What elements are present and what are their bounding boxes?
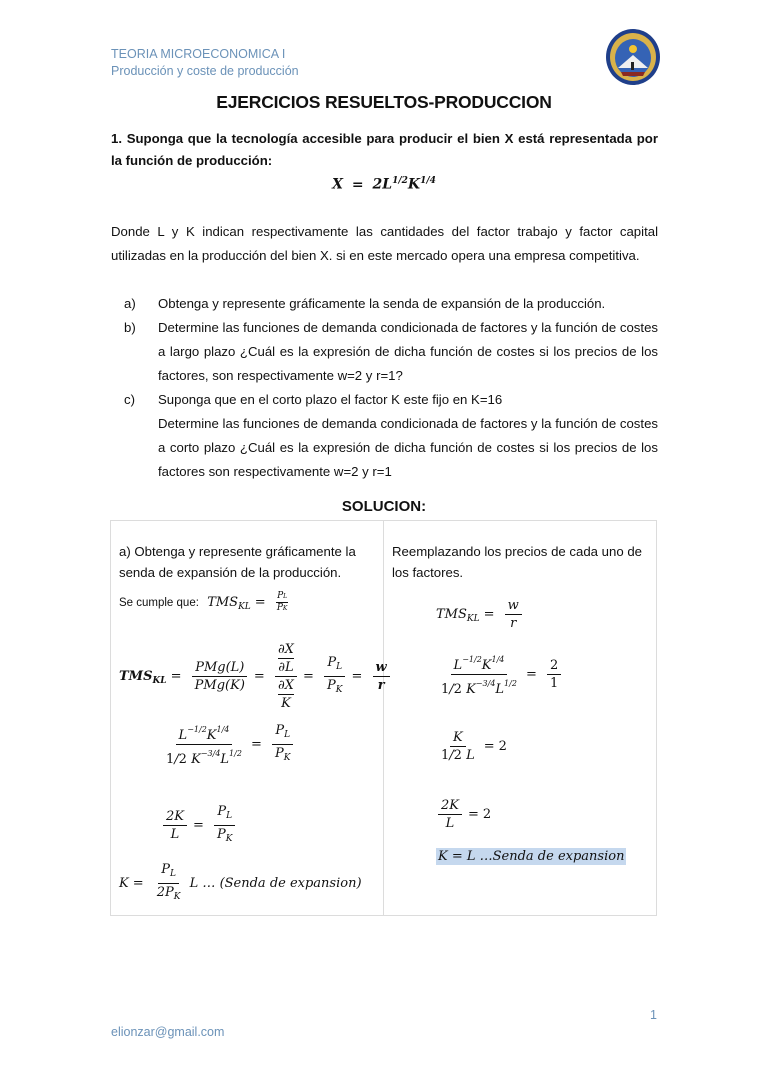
page-title: EJERCICIOS RESUELTOS-PRODUCCION	[216, 92, 552, 112]
list-item: b) Determine las funciones de demanda condicionada de factores y la función de costes a largo plazo ¿Cuál es la expresión de dicha función de costes si los precios de los factores, son respectivamente w=2 y r=1?	[124, 320, 658, 383]
tms-derivation: $TMS_{KL}$ = $\frac{\text{PMg(L)}}{\text{PMg(K)}}$ = ∂X ∂L ∂X K = $\frac{P_L}{P_K}$ = $\frac{w}{r}$	[119, 641, 392, 712]
question-statement: 1. Suponga que la tecnología accesible para producir el bien X está representada por la función de producción:	[111, 131, 658, 168]
production-function: $X = 2L^{1/2}K^{1/4}$	[332, 176, 436, 193]
right-intro: Reemplazando los precios de cada uno de los factores.	[392, 544, 642, 580]
document-header	[111, 46, 299, 80]
list-item: a) Obtenga y represente gráficamente la senda de expansión de la producción.	[124, 296, 606, 311]
solution-right-cell	[384, 521, 656, 915]
page-number: 1	[650, 1008, 657, 1022]
k-over-half-l: $\frac{K}{1/2 L}$ = 2	[441, 730, 507, 763]
question-items	[124, 292, 658, 484]
footer-email: elionzar@gmail.com	[111, 1025, 225, 1039]
course-title: TEORIA MICROECONOMICA I	[111, 47, 286, 61]
tms-prices: $TMS_{KL}$ = $\frac{w}{r}$	[436, 597, 524, 632]
expansion-path-result: K = L …Senda de expansion	[438, 849, 625, 864]
list-item: c) Suponga que en el corto plazo el factor K este fijo en K=16 Determine las funciones de demanda condicionada de factores y la función de costes a corto plazo ¿Cuál es la expresión de dicha función de costes si los precios de los factores son respectivamente w=2 y r=1	[124, 392, 658, 479]
left-intro: a) Obtenga y represente gráficamente la senda de expansión de la producción.	[119, 544, 356, 580]
course-subtitle: Producción y coste de producción	[111, 64, 299, 78]
solution-left-cell	[111, 521, 387, 915]
two-k-over-l: $\frac{2K}{L}$ = 2	[436, 797, 491, 832]
ratio-equals-two: $\frac{L^{-1/2}K^{1/4}}{1/2 K^{-3/4}L^{1/2}}$ = $\frac{2}{1}$	[436, 651, 563, 698]
marginal-products-ratio: $\frac{L^{-1/2}K^{1/4}}{1/2 K^{-3/4}L^{1/2}}$ = $\frac{P_L}{P_K}$	[161, 721, 295, 768]
tms-condition: Se cumple que: $TMS_{KL}$ = $\frac{PL}{PK}$	[119, 591, 288, 613]
simplified-ratio: $\frac{2K}{L}$ = $\frac{P_L}{P_K}$	[161, 803, 238, 848]
solution-heading: SOLUCION:	[341, 498, 427, 515]
solution-table	[110, 520, 657, 916]
university-seal-logo	[604, 28, 662, 86]
question-paragraph: Donde L y K indican respectivamente las cantidades del factor trabajo y factor capital utilizadas en la producción del bien X. si en este mercado opera una empresa competitiva.	[111, 224, 658, 263]
expansion-path-general: K = $\frac{P_L}{2P_K}$ L … (Senda de expansion)	[119, 862, 362, 902]
